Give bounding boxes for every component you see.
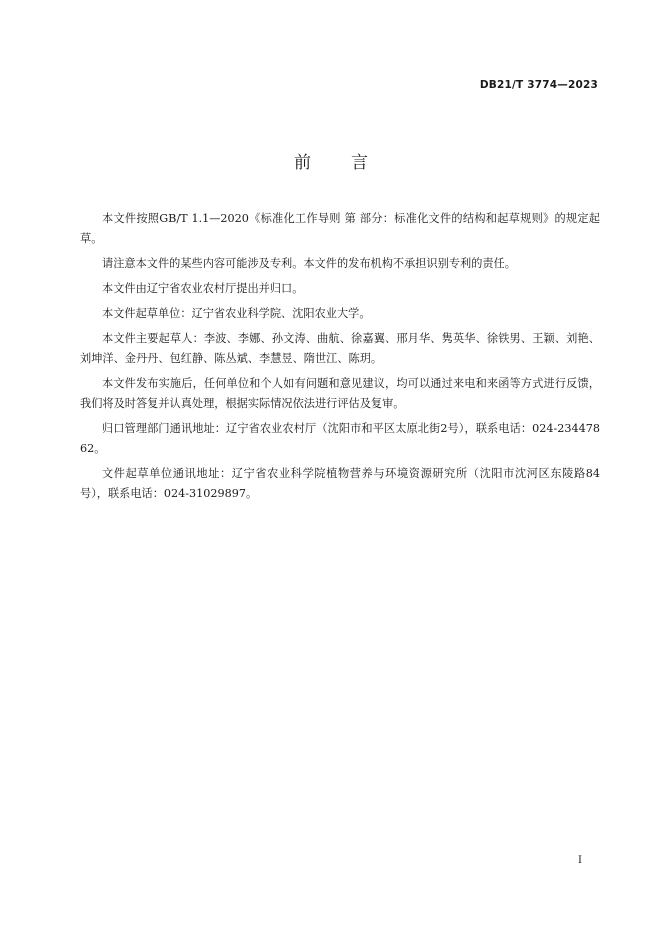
page-number: I xyxy=(578,855,582,866)
paragraph-patent-notice: 请注意本文件的某些内容可能涉及专利。本文件的发布机构不承担识别专利的责任。 xyxy=(102,257,516,270)
paragraph-drafting-units: 本文件起草单位：辽宁省农业科学院、沈阳农业大学。 xyxy=(102,307,371,320)
document-body xyxy=(80,209,600,509)
document-code: DB21/T 3774—2023 xyxy=(479,79,598,91)
paragraph-proposer: 本文件由辽宁省农业农村厅提出并归口。 xyxy=(102,282,304,295)
paragraph-authority-address: 归口管理部门通讯地址：辽宁省农业农村厅（沈阳市和平区太原北街2号），联系电话：024-23447862。 xyxy=(80,422,600,455)
page-title: 前言 xyxy=(294,153,408,173)
paragraph-feedback: 本文件发布实施后，任何单位和个人如有问题和意见建议，均可以通过来电和来函等方式进行反馈，我们将及时答复并认真处理，根据实际情况依法进行评估及复审。 xyxy=(80,377,600,410)
paragraph-drafter-address: 文件起草单位通讯地址：辽宁省农业科学院植物营养与环境资源研究所（沈阳市沈河区东陵路84号），联系电话：024-31029897。 xyxy=(80,467,600,500)
paragraph-drafting-rules: 本文件按照GB/T 1.1—2020《标准化工作导则 第 部分：标准化文件的结构和起草规则》的规定起草。 xyxy=(80,212,600,245)
paragraph-drafters: 本文件主要起草人：李波、李娜、孙文涛、曲航、徐嘉翼、邢月华、隽英华、徐铁男、王颖、刘艳、刘坤洋、金丹丹、包红静、陈丛斌、李慧昱、隋世江、陈玥。 xyxy=(80,332,600,365)
